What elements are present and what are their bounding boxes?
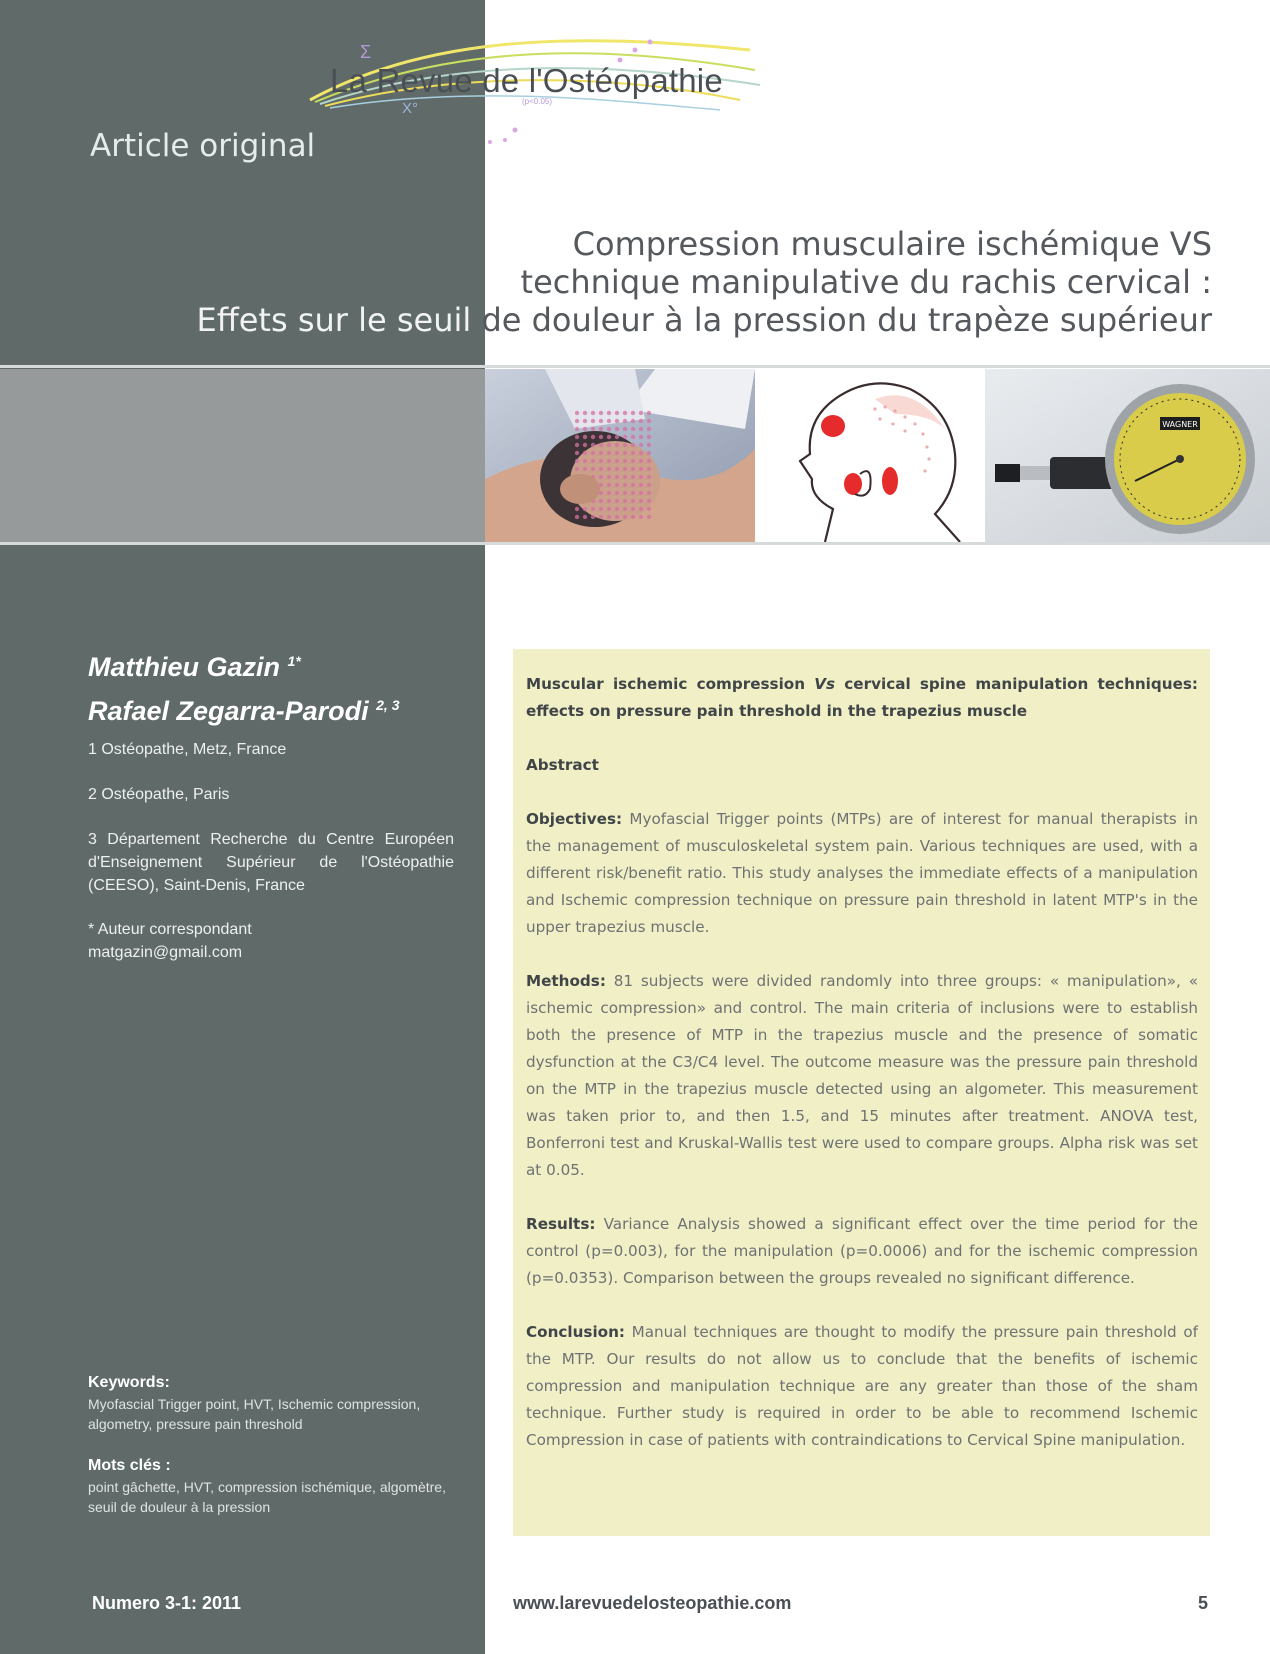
abstract-conclusion: Conclusion: Manual techniques are thought to modify the pressure pain threshold of the MTP. Our results do not allow us to conclude that the benefits of ischemic compression and manipulation technique are any greater than those of the sham technique. Further study is required in order to be able to recommend Ischemic Compression in case of patients with contraindications to Cervical Spine manipulation. bbox=[526, 1323, 1198, 1449]
image-band-left bbox=[0, 369, 485, 542]
correspondence-label: * Auteur correspondant bbox=[88, 921, 252, 938]
affiliation-1: 1 Ostéopathe, Metz, France bbox=[88, 741, 287, 758]
keywords-label: Keywords: bbox=[88, 1374, 170, 1391]
logo-sigma-mark: Σ bbox=[360, 42, 372, 62]
algometer-photo bbox=[985, 369, 1270, 542]
abstract-objectives: Objectives: Myofascial Trigger points (MTPs) are of interest for manual therapists in the management of musculoskeletal system pain. Various techniques are used, with a different risk/benefit ratio. This study analyses the immediate effects of a manipulation and Ischemic compression technique on pressure pain threshold in latent MTP's in the upper trapezius muscle. bbox=[526, 810, 1198, 936]
page-number: 5 bbox=[1198, 1593, 1209, 1613]
author-2: Rafael Zegarra-Parodi $^{2, 3}$ bbox=[88, 696, 400, 726]
abstract-box bbox=[513, 649, 1210, 1536]
mots-cles-text: point gâchette, HVT, compression ischémique, algomètre, seuil de douleur à la pression bbox=[88, 1479, 446, 1515]
author-list bbox=[88, 642, 399, 730]
algometer-brand: WAGNER bbox=[1162, 420, 1198, 429]
keywords-text: Myofascial Trigger point, HVT, Ischemic compression, algometry, pressure pain threshold bbox=[88, 1396, 421, 1432]
abstract-methods: Methods: 81 subjects were divided randomly into three groups: « manipulation», « ischemic compression» and control. The main criteria of inclusions were to establish both the presence of MTP in the trapezius muscle and the presence of somatic dysfunction at the C3/C4 level. The outcome measure was the pressure pain threshold on the MTP in the trapezius muscle detected using an algometer. This measurement was taken prior to, and then 1.5, and 15 minutes after treatment. ANOVA test, Bonferroni test and Kruskal-Wallis test were used to compare groups. Alpha risk was set at 0.05. bbox=[526, 972, 1198, 1179]
affiliation-3: 3 Département Recherche du Centre Européen d'Enseignement Supérieur de l'Ostéopathie (CEESO), Saint-Denis, France bbox=[88, 831, 454, 894]
logo-x-mark: X° bbox=[402, 100, 419, 117]
title-line-1: Compression musculaire ischémique VS bbox=[572, 225, 1212, 263]
affiliation-2: 2 Ostéopathe, Paris bbox=[88, 786, 230, 803]
title-line-2: technique manipulative du rachis cervical : bbox=[520, 263, 1212, 301]
article-title bbox=[112, 225, 1212, 339]
abstract-content bbox=[526, 671, 1198, 1481]
neck-treatment-photo bbox=[485, 369, 755, 542]
abstract-heading: Abstract bbox=[526, 756, 599, 774]
article-type: Article original bbox=[90, 128, 316, 164]
abstract-results: Results: Variance Analysis showed a significant effect over the time period for the control (p=0.003), for the manipulation (p=0.0006) and for the ischemic compression (p=0.0353). Comparison between the groups revealed no significant difference. bbox=[526, 1215, 1198, 1287]
journal-name: La Revue de l'Ostéopathie bbox=[330, 62, 723, 99]
journal-url[interactable]: www.larevuedelosteopathie.com bbox=[513, 1593, 792, 1613]
divider-bottom bbox=[0, 542, 1270, 545]
correspondence-email[interactable]: matgazin@gmail.com bbox=[88, 944, 243, 961]
title-line-3: Effets sur le seuil de douleur à la pression du trapèze supérieur bbox=[196, 301, 1212, 339]
issue-number: Numero 3-1: 2011 bbox=[92, 1593, 242, 1613]
abstract-title: Muscular ischemic compression Vs cervical spine manipulation techniques: effects on pressure pain threshold in the trapezius muscle bbox=[526, 675, 1198, 720]
head-pain-map-illustration bbox=[755, 369, 985, 542]
author-1: Matthieu Gazin $^{1*}$ bbox=[88, 652, 301, 682]
mots-cles-label: Mots clés : bbox=[88, 1457, 171, 1474]
divider-top bbox=[0, 365, 1270, 368]
logo-p-mark: (p<0.05) bbox=[522, 97, 553, 106]
